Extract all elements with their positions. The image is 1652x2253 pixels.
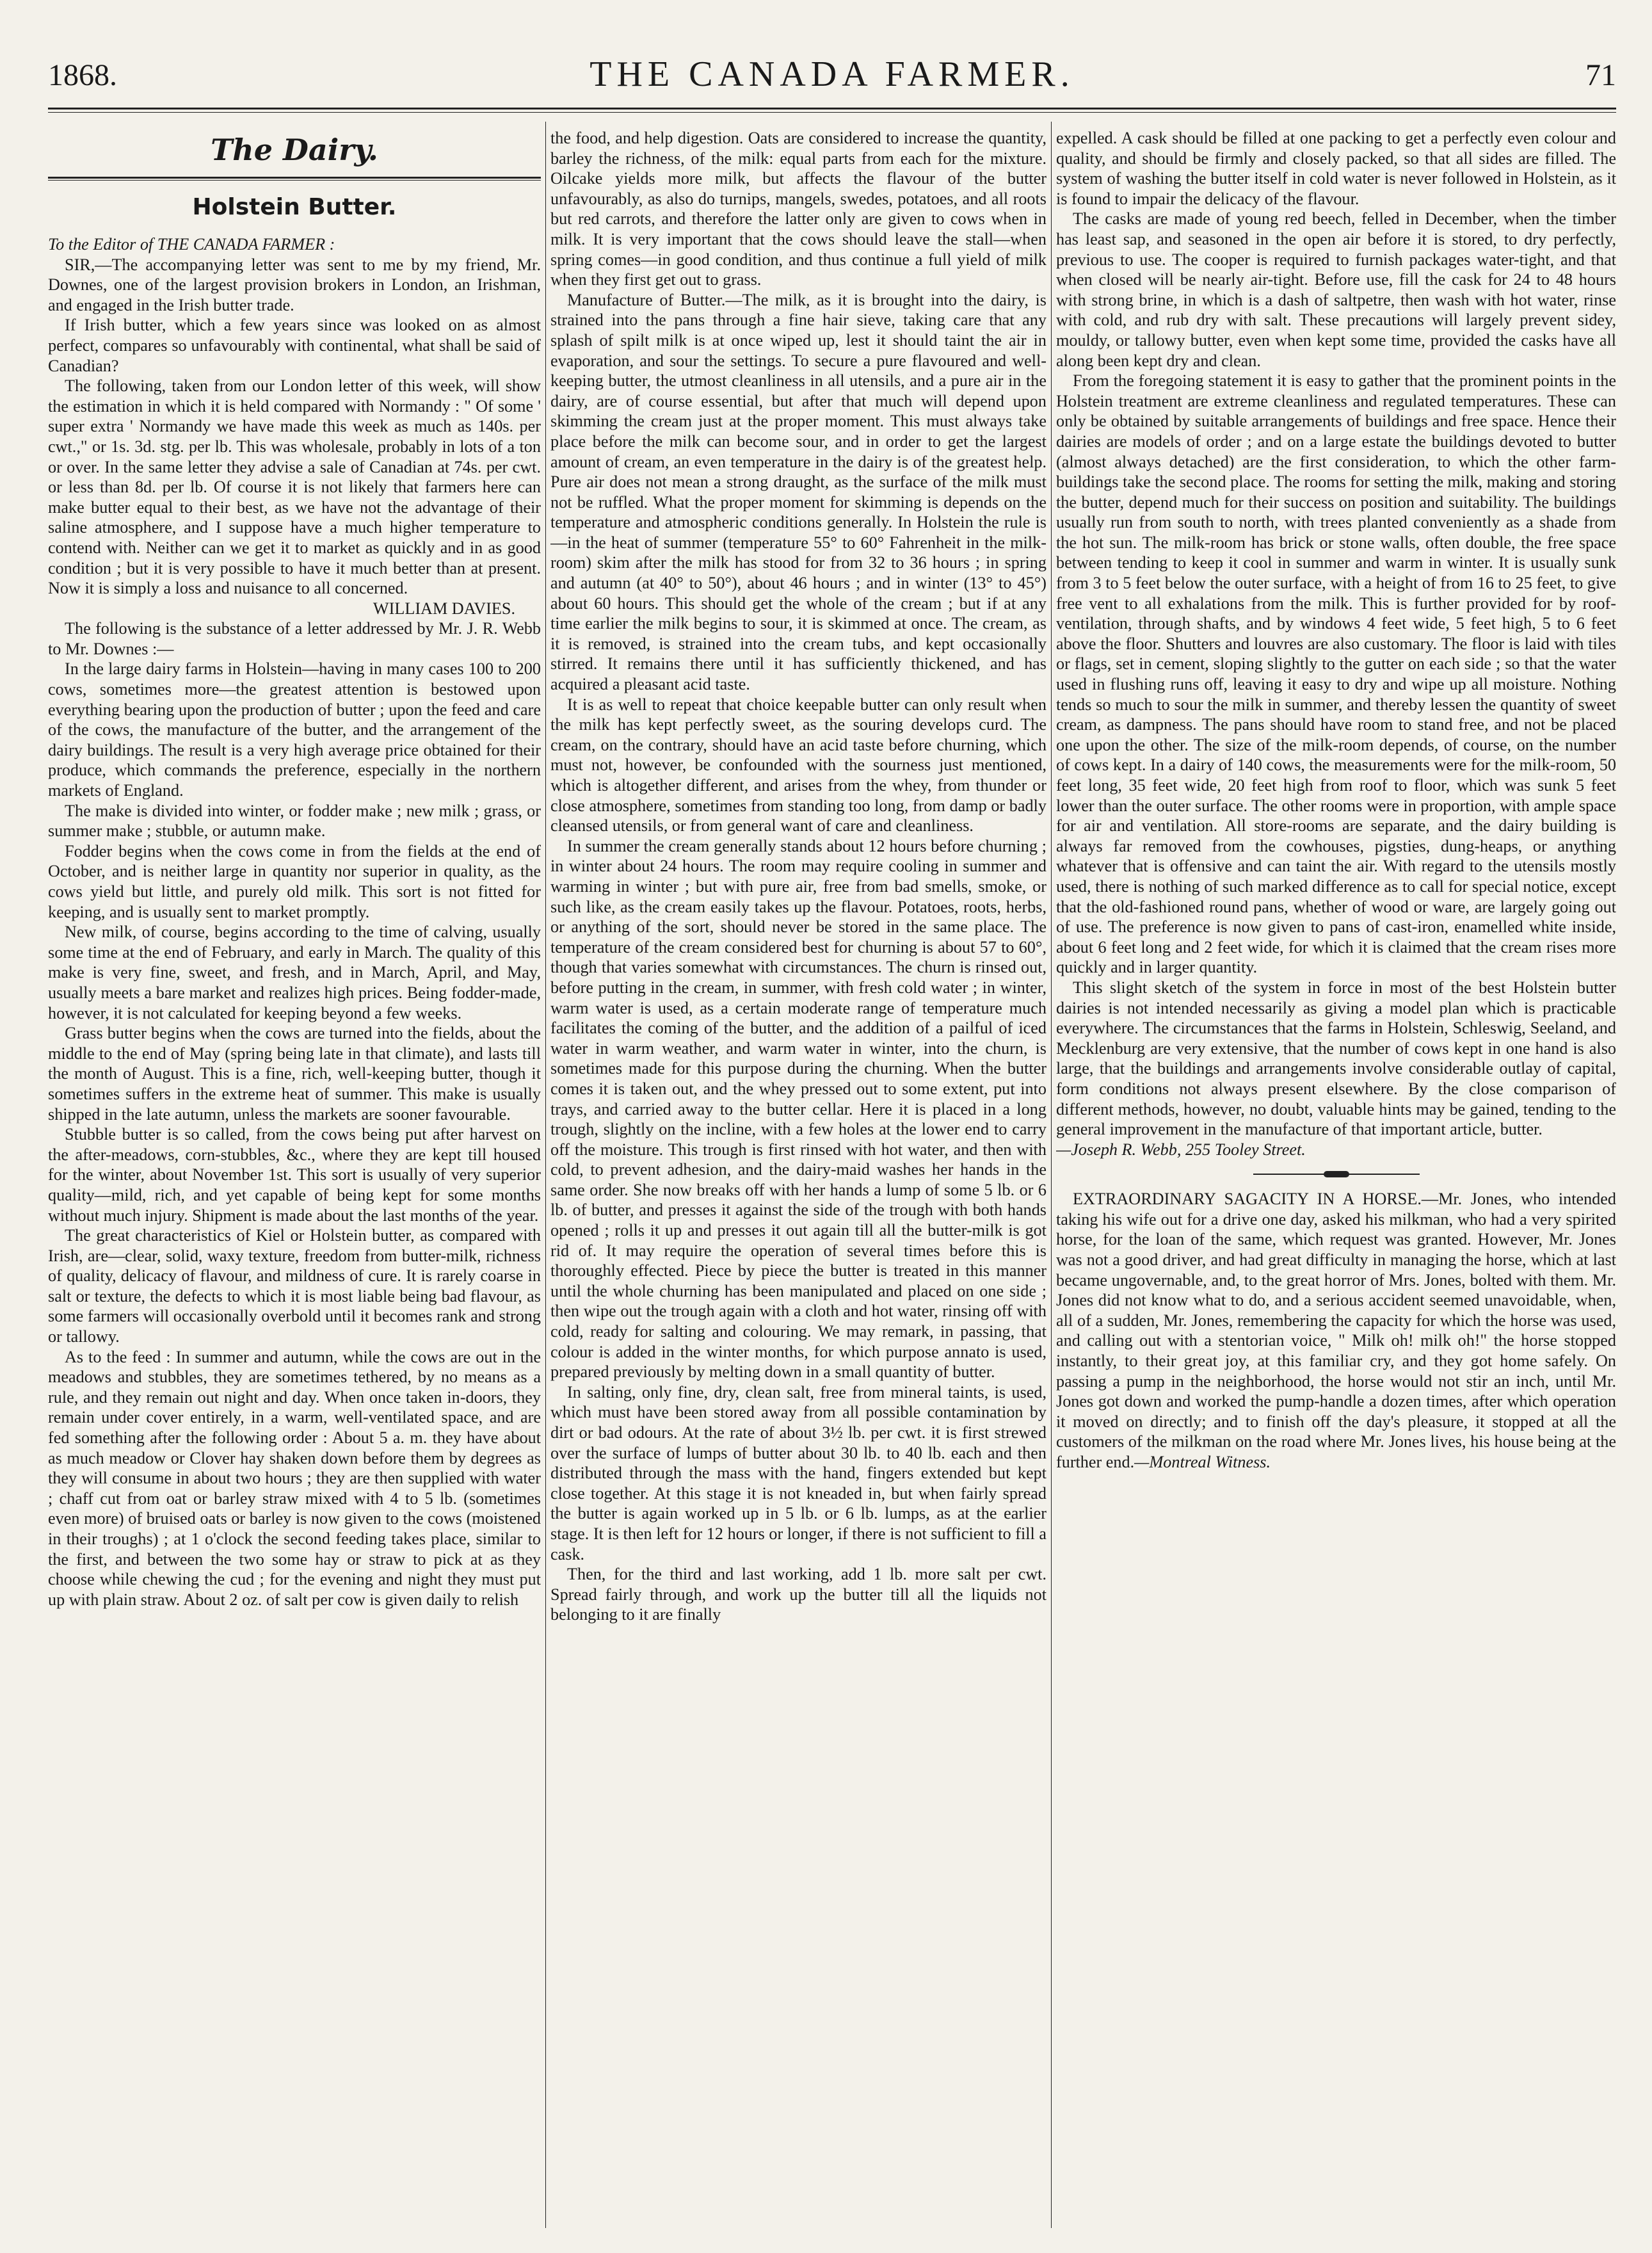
section-rule-thin xyxy=(48,180,541,181)
paragraph: As to the feed : In summer and autumn, while the cows are out in the meadows and stubbles, they are sometimes tethered, by no means as a rule, and they remain out night and day. When once taken in-doors, they remain under cover entirely, in a warm, well-ventilated space, and are fed something after the following order : About 5 a. m. they have about as much meadow or Clover hay shaken down before them by degrees as they will consume in about two hours ; they are then supplied with water ; chaff cut from oat or barley straw mixed with 4 to 5 lb. (sometimes even more) of bruised oats or barley is now given to the cows (moistened in their troughs) ; at 1 o'clock the second feeding takes place, similar to the first, and between the two some hay or straw to pick at as they choose while chewing the cud ; for the evening and night they must put up with plain straw. About 2 oz. of salt per cow is given daily to relish xyxy=(48,1347,541,1609)
masthead xyxy=(48,45,1616,102)
article-title: Holstein Butter. xyxy=(192,194,397,220)
column-1 xyxy=(48,128,541,2218)
sagacity-body: —Mr. Jones, who intended taking his wife out for a drive one day, asked his milkman, who had a very spirited horse, for the loan of the same, which request was granted. However, Mr. Jones was not a good driver, and had great difficulty in managing the horse, which at last became ungovernable, and, to the great horror of Mrs. Jones, bolted with them. Mr. Jones did not know what to do, and a serious accident seemed unavoidable, when, all of a sudden, Mr. Jones, remembering the capacity for which the horse was used, and calling out with a stentorian voice, " Milk oh! milk oh!" the horse stopped instantly, to their great joy, at this familiar cry, and they got home safely. On passing a pump in the neighborhood, the horse would not stir an inch, until Mr. Jones got down and worked the pump-handle a dozen times, after which operation it moved on directly; and to finish off the day's pleasure, it stopped at all the customers of the milkman on the road where Mr. Jones lives, his house being at the further end. xyxy=(1056,1190,1616,1471)
intro-paragraph: The following is the substance of a letter addressed by Mr. J. R. Webb to Mr. Downes :— xyxy=(48,619,541,658)
paragraph: New milk, of course, begins according to the time of calving, usually some time at the end of February, and early in March. The quality of this make is very fine, sweet, and fresh, and in March, April, and May, usually meets a bare market and realizes high prices. Being fodder-made, however, it is not calculated for keeping beyond a few weeks. xyxy=(48,923,541,1022)
salutation: To the Editor of THE CANADA FARMER : xyxy=(48,235,335,254)
paragraph: From the foregoing statement it is easy to gather that the prominent points in the Holstein treatment are extreme cleanliness and regulated temperatures. These can only be obtained by suitable arrangements of buildings and free space. Hence their dairies are models of order ; and on a large estate the buildings devoted to butter (almost always detached) are the first consideration, to which the other farm-buildings take the second place. The rooms for setting the milk, making and storing the butter, depend much for their success on position and suitability. The buildings usually run from south to north, with trees planted conveniently as a shade from the hot sun. The milk-room has brick or stone walls, often double, the free space between tending to keep it cool in summer and warm in winter. It is usually sunk from 3 to 5 feet below the outer surface, with a height of from 16 to 25 feet, to give free vent to all exhalations from the milk. This is further provided for by roof-ventilation, through shafts, and by windows 4 feet wide, 5 feet high, 5 to 6 feet above the floor. Shutters and louvres are also customary. The floor is laid with tiles or flags, set in cement, sloping slightly to the gutter on each side ; so that the water used in flushing runs off, leaving it easy to dry and wipe up all moisture. Nothing tends so much to sour the milk in summer, and thereby lessen the quantity of sweet cream, as dampness. The pans should have room to stand free, and not be placed one upon the other. The size of the milk-room depends, of course, on the number of cows kept. In a dairy of 140 cows, the measurements were for the milk-room, 50 feet long, 35 feet wide, 20 feet high from roof to floor, which was sunk 5 feet lower than the outer surface. The other rooms were in proportion, with ample space for air and ventilation. All store-rooms are separate, and the dairy building is always far removed from the cowhouses, pigsties, dung-heaps, or anything whatever that is offensive and can taint the air. With regard to the utensils mostly used, there is nothing of such marked difference as to call for special notice, except that the old-fashioned round pans, whether of wood or ware, are largely going out of use. The preference is now given to pans of cast-iron, enamelled white inside, about 6 feet long and 2 feet wide, for which it is claimed that the cream rises more quickly and in larger quantity. xyxy=(1056,371,1616,977)
section-title: The Dairy. xyxy=(211,133,378,167)
paragraph: the food, and help digestion. Oats are considered to increase the quantity, barley the richness, of the milk: equal parts from each for the mixture. Oilcake yields more milk, but affects the flavour of the butter unfavourably, as also do turnips, mangels, swedes, potatoes, and all roots but red carrots, and therefore the latter only are given to cows when in milk. It is very important that the cows should leave the stall—when spring comes—in good condition, and thus continue a full yield of milk when they first get out to grass. xyxy=(550,129,1047,289)
paragraph: The casks are made of young red beech, felled in December, when the timber has least sap, and seasoned in the open air before it is stored, to dry perfectly, previous to use. The cooper is required to furnish packages water-tight, and that when closed will be nearly air-tight. Before use, fill the cask for 24 to 48 hours with strong brine, in which is a dash of saltpetre, then wash with hot water, rinse with cold, and rub dry with salt. These precautions will largely prevent sidey, mouldy, or tallowy butter, even when kept some time, provided the casks have all along been kept dry and clean. xyxy=(1056,209,1616,370)
paragraph: Stubble butter is so called, from the cows being put after harvest on the after-meadows, corn-stubbles, &c., where they are kept till housed for the winter, about November 1st. This sort is usually of very superior quality—mild, rich, and yet capable of being kept for some months without much injury. Shipment is made about the last months of the year. xyxy=(48,1125,541,1225)
paragraph: Grass butter begins when the cows are turned into the fields, about the middle to the end of May (spring being late in that climate), and lasts till the month of August. This is a fine, rich, well-keeping butter, though it sometimes suffers in the extreme heat of summer. This make is usually shipped in the late autumn, unless the markets are sooner favourable. xyxy=(48,1024,541,1124)
paragraph: Manufacture of Butter.—The milk, as it is brought into the dairy, is strained into the pans through a fine hair sieve, taking care that any splash of spilt milk is at once wiped up, lest it should taint the air in evaporation, and sour the settings. To secure a pure flavoured and well-keeping butter, the utmost cleanliness in all utensils, and a pure air in the dairy, are of course essential, but after that much will depend upon skimming the cream just at the proper moment. This must always take place before the milk can become sour, and in order to get the largest amount of cream, an even temperature in the dairy is of the greatest help. Pure air does not mean a strong draught, as the surface of the milk must not be ruffled. What the proper moment for skimming is depends on the temperature and atmospheric conditions generally. In Holstein the rule is—in the heat of summer (temperature 55° to 60° Fahrenheit in the milk-room) skim after the milk has stood for from 32 to 36 hours ; in spring and autumn (at 40° to 50°), about 46 hours ; and in winter (13° to 45°) about 60 hours. This should get the whole of the cream ; but if at any time earlier the milk begins to sour, it is skimmed at once. The cream, as it is removed, is strained into the cream tubs, and kept occasionally stirred. It remains there until it has sufficiently thickened, and has acquired a pleasant acid taste. xyxy=(550,290,1047,694)
letter-paragraph: SIR,—The accompanying letter was sent to me by my friend, Mr. Downes, one of the largest provision brokers in London, an Irishman, and engaged in the Irish butter trade. xyxy=(48,255,541,314)
paragraph: The great characteristics of Kiel or Holstein butter, as compared with Irish, are—clear, solid, waxy texture, freedom from butter-milk, richness of quality, delicacy of flavour, and mildness of cure. It is rarely coarse in salt or texture, the defects to which it is most liable being bad flavour, as some farmers will occasionally overbold until it becomes rank and strong or tallowy. xyxy=(48,1226,541,1346)
masthead-rule xyxy=(48,108,1616,109)
column-rule xyxy=(545,122,546,2228)
sagacity-title: EXTRAORDINARY SAGACITY IN A HORSE. xyxy=(1073,1190,1422,1209)
article-attribution: —Joseph R. Webb, 255 Tooley Street. xyxy=(1056,1140,1306,1159)
paragraph: This slight sketch of the system in force in most of the best Holstein butter dairies is not intended necessarily as giving a model plan which is practicable everywhere. The circumstances that the farms in Holstein, Schleswig, Seeland, and Mecklenburg are very extensive, that the number of cows kept in one hand is also large, that the buildings and arrangements involve considerable outlay of capital, form conditions not always present elsewhere. By the close comparison of different methods, however, no doubt, valuable hints may be gained, tending to the general improvement in the manufacture of that important article, butter. xyxy=(1056,978,1616,1139)
column-rule xyxy=(1051,122,1052,2228)
letter-paragraph: If Irish butter, which a few years since was looked on as almost perfect, compares so unfavourably with continental, what shall be said of Canadian? xyxy=(48,316,541,375)
masthead-rule-thin xyxy=(48,112,1616,113)
section-rule xyxy=(48,177,541,179)
article-divider xyxy=(1253,1174,1420,1175)
paragraph: expelled. A cask should be filled at one packing to get a perfectly even colour and quality, and should be firmly and closely packed, so that all sides are filled. The system of washing the butter itself in cold water is never followed in Holstein, as it is found to impair the delicacy of the flavour. xyxy=(1056,129,1616,208)
page-number: 71 xyxy=(1585,58,1616,92)
paragraph: In salting, only fine, dry, clean salt, free from mineral taints, is used, which must have been stored away from all possible contamination by dirt or bad odours. At the rate of about 3½ lb. per cwt. it is first strewed over the surface of lumps of butter about 30 lb. to 40 lb. each and then distributed through the mass with the hand, fingers extended but kept close together. At this stage it is not kneaded in, but when fairly spread the butter is again worked up in 5 lb. or 6 lb. lumps, as at the earlier stage. It is then left for 12 hours or longer, if there is not sufficient to fill a cask. xyxy=(550,1382,1047,1563)
paragraph: It is as well to repeat that choice keepable butter can only result when the milk has kept perfectly sweet, as the souring develops curd. The cream, on the contrary, should have an acid taste before churning, which must not, however, be confounded with the sourness just mentioned, which is altogether different, and arises from the whey, from thunder or close atmosphere, sometimes from standing too long, from damp or badly cleansed utensils, or from general want of care and cleanliness. xyxy=(550,695,1047,836)
paragraph: In summer the cream generally stands about 12 hours before churning ; in winter about 24 hours. The room may require cooling in summer and warming in winter ; but with pure air, free from bad smells, smoke, or such like, as the cream easily takes up the flavour. Potatoes, roots, herbs, or anything of the sort, should never be stored in the same place. The temperature of the cream considered best for churning is about 57 to 60°, though that varies somewhat with circumstances. The churn is rinsed out, before putting in the cream, in summer, with fresh cold water ; in winter, warm water is used, as a certain moderate range of temperature much facilitates the coming of the butter, and the addition of a pailful of iced water in warm weather, and warm water in winter, into the churn, is sometimes made for this purpose during the churning. When the butter comes it is taken out, and the whey pressed out to some extent, put into trays, and carried away to the butter cellar. Here it is placed in a long trough, slightly on the incline, with a few holes at the lower end to carry off the moisture. This trough is first rinsed with hot water, and then with cold, to prevent adhesion, and the dairy-maid washes her hands in the same order. She now breaks off with her hands a lump of some 5 lb. or 6 lb. of butter, and presses it against the side of the trough with both hands opened ; rolls it up and presses it out again till all the butter-milk is got rid of. It may require the operation of several times before this is thoroughly effected. Piece by piece the butter is treated in this manner until the whole churning has been manipulated and placed on one side ; then wipe out the trough again with a cloth and hot water, rinsing off with cold, ready for salting and colouring. We may remark, in passing, that colour is added in the winter months, for which purpose annato is used, prepared previously by melting down in a small quantity of butter. xyxy=(550,836,1047,1382)
column-3 xyxy=(1056,128,1616,2218)
paragraph: In the large dairy farms in Holstein—having in many cases 100 to 200 cows, sometimes more—the greatest attention is bestowed upon everything bearing upon the production of butter ; upon the feed and care of the cows, the manufacture of the butter, and the arrangement of the dairy buildings. The result is a very high average price obtained for their produce, which commands the preference, especially in the northern markets of England. xyxy=(48,659,541,800)
letter-paragraph: The following, taken from our London letter of this week, will show the estimation in which it is held compared with Normandy : " Of some ' super extra ' Normandy we have made this week as much as 140s. per cwt.," or 1s. 3d. stg. per lb. This was wholesale, probably in lots of a ton or over. In the same letter they advise a sale of Canadian at 74s. per cwt. or less than 8d. per lb. Of course it is not likely that farmers here can make butter equal to their best, as we have not the advantage of their saline atmosphere, and I suppose have a much higher temperature to contend with. Neither can we get it to market as quickly and in as good condition ; but it is very possible to have it much better than at present. Now it is simply a loss and nuisance to all concerned. xyxy=(48,376,541,598)
column-2 xyxy=(550,128,1047,2218)
masthead-title: THE CANADA FARMER. xyxy=(589,54,1075,94)
masthead-year: 1868. xyxy=(48,58,117,92)
paragraph: Fodder begins when the cows come in from the fields at the end of October, and is neither large in quantity nor superior in quality, as the cows yield but little, and purely old milk. This sort is not fitted for keeping, and is usually sent to market promptly. xyxy=(48,841,541,921)
paragraph: Then, for the third and last working, add 1 lb. more salt per cwt. Spread fairly through, and work up the butter till all the liquids not belonging to it are finally xyxy=(550,1565,1047,1624)
paragraph: The make is divided into winter, or fodder make ; new milk ; grass, or summer make ; stubble, or autumn make. xyxy=(48,801,541,841)
sagacity-source: —Montreal Witness. xyxy=(1134,1453,1271,1471)
signature: WILLIAM DAVIES. xyxy=(373,599,515,618)
